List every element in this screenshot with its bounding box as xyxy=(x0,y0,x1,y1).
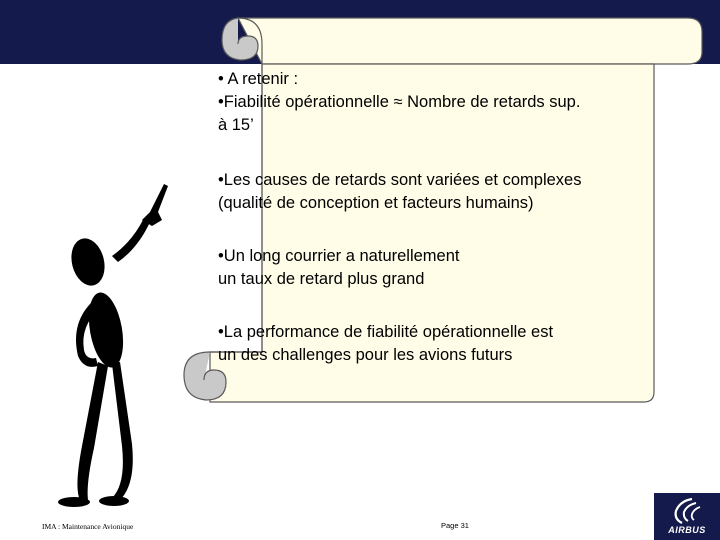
bullet-line: •La performance de fiabilité opérationnelle est xyxy=(218,323,554,341)
bullet-line: •Les causes de retards sont variées et complexes xyxy=(218,171,582,189)
bullet-line: un des challenges pour les avions futurs xyxy=(218,346,513,364)
airbus-swirl-icon xyxy=(654,493,720,527)
bullet-line: (qualité de conception et facteurs humains) xyxy=(218,194,534,212)
figure-left-foot xyxy=(58,497,90,507)
airbus-logo-text: AIRBUS xyxy=(668,525,706,535)
figure-raised-arm xyxy=(112,218,150,262)
figure-left-leg xyxy=(77,362,108,500)
figure-right-foot xyxy=(99,496,129,506)
bullet-a-retenir xyxy=(218,68,650,91)
bullet-line: •Fiabilité opérationnelle ≈ Nombre de retards sup. xyxy=(218,93,581,111)
bullet-line: •Un long courrier a naturellement xyxy=(218,247,460,265)
footer-course-title: IMA : Maintenance Avionique xyxy=(42,522,134,531)
figure-head xyxy=(67,235,110,289)
airbus-logo xyxy=(654,493,720,540)
bullet-causes xyxy=(218,169,650,215)
figure-right-leg xyxy=(112,362,133,500)
bullet-line: à 15’ xyxy=(218,116,254,134)
bullet-line: un taux de retard plus grand xyxy=(218,270,425,288)
bullet-performance xyxy=(218,321,650,367)
bullet-line: • A retenir : xyxy=(218,70,299,88)
bullet-fiabilite xyxy=(218,91,650,137)
bullet-long-courrier xyxy=(218,245,650,291)
footer-page-number: Page 31 xyxy=(441,521,469,530)
bullet-list xyxy=(218,68,650,367)
